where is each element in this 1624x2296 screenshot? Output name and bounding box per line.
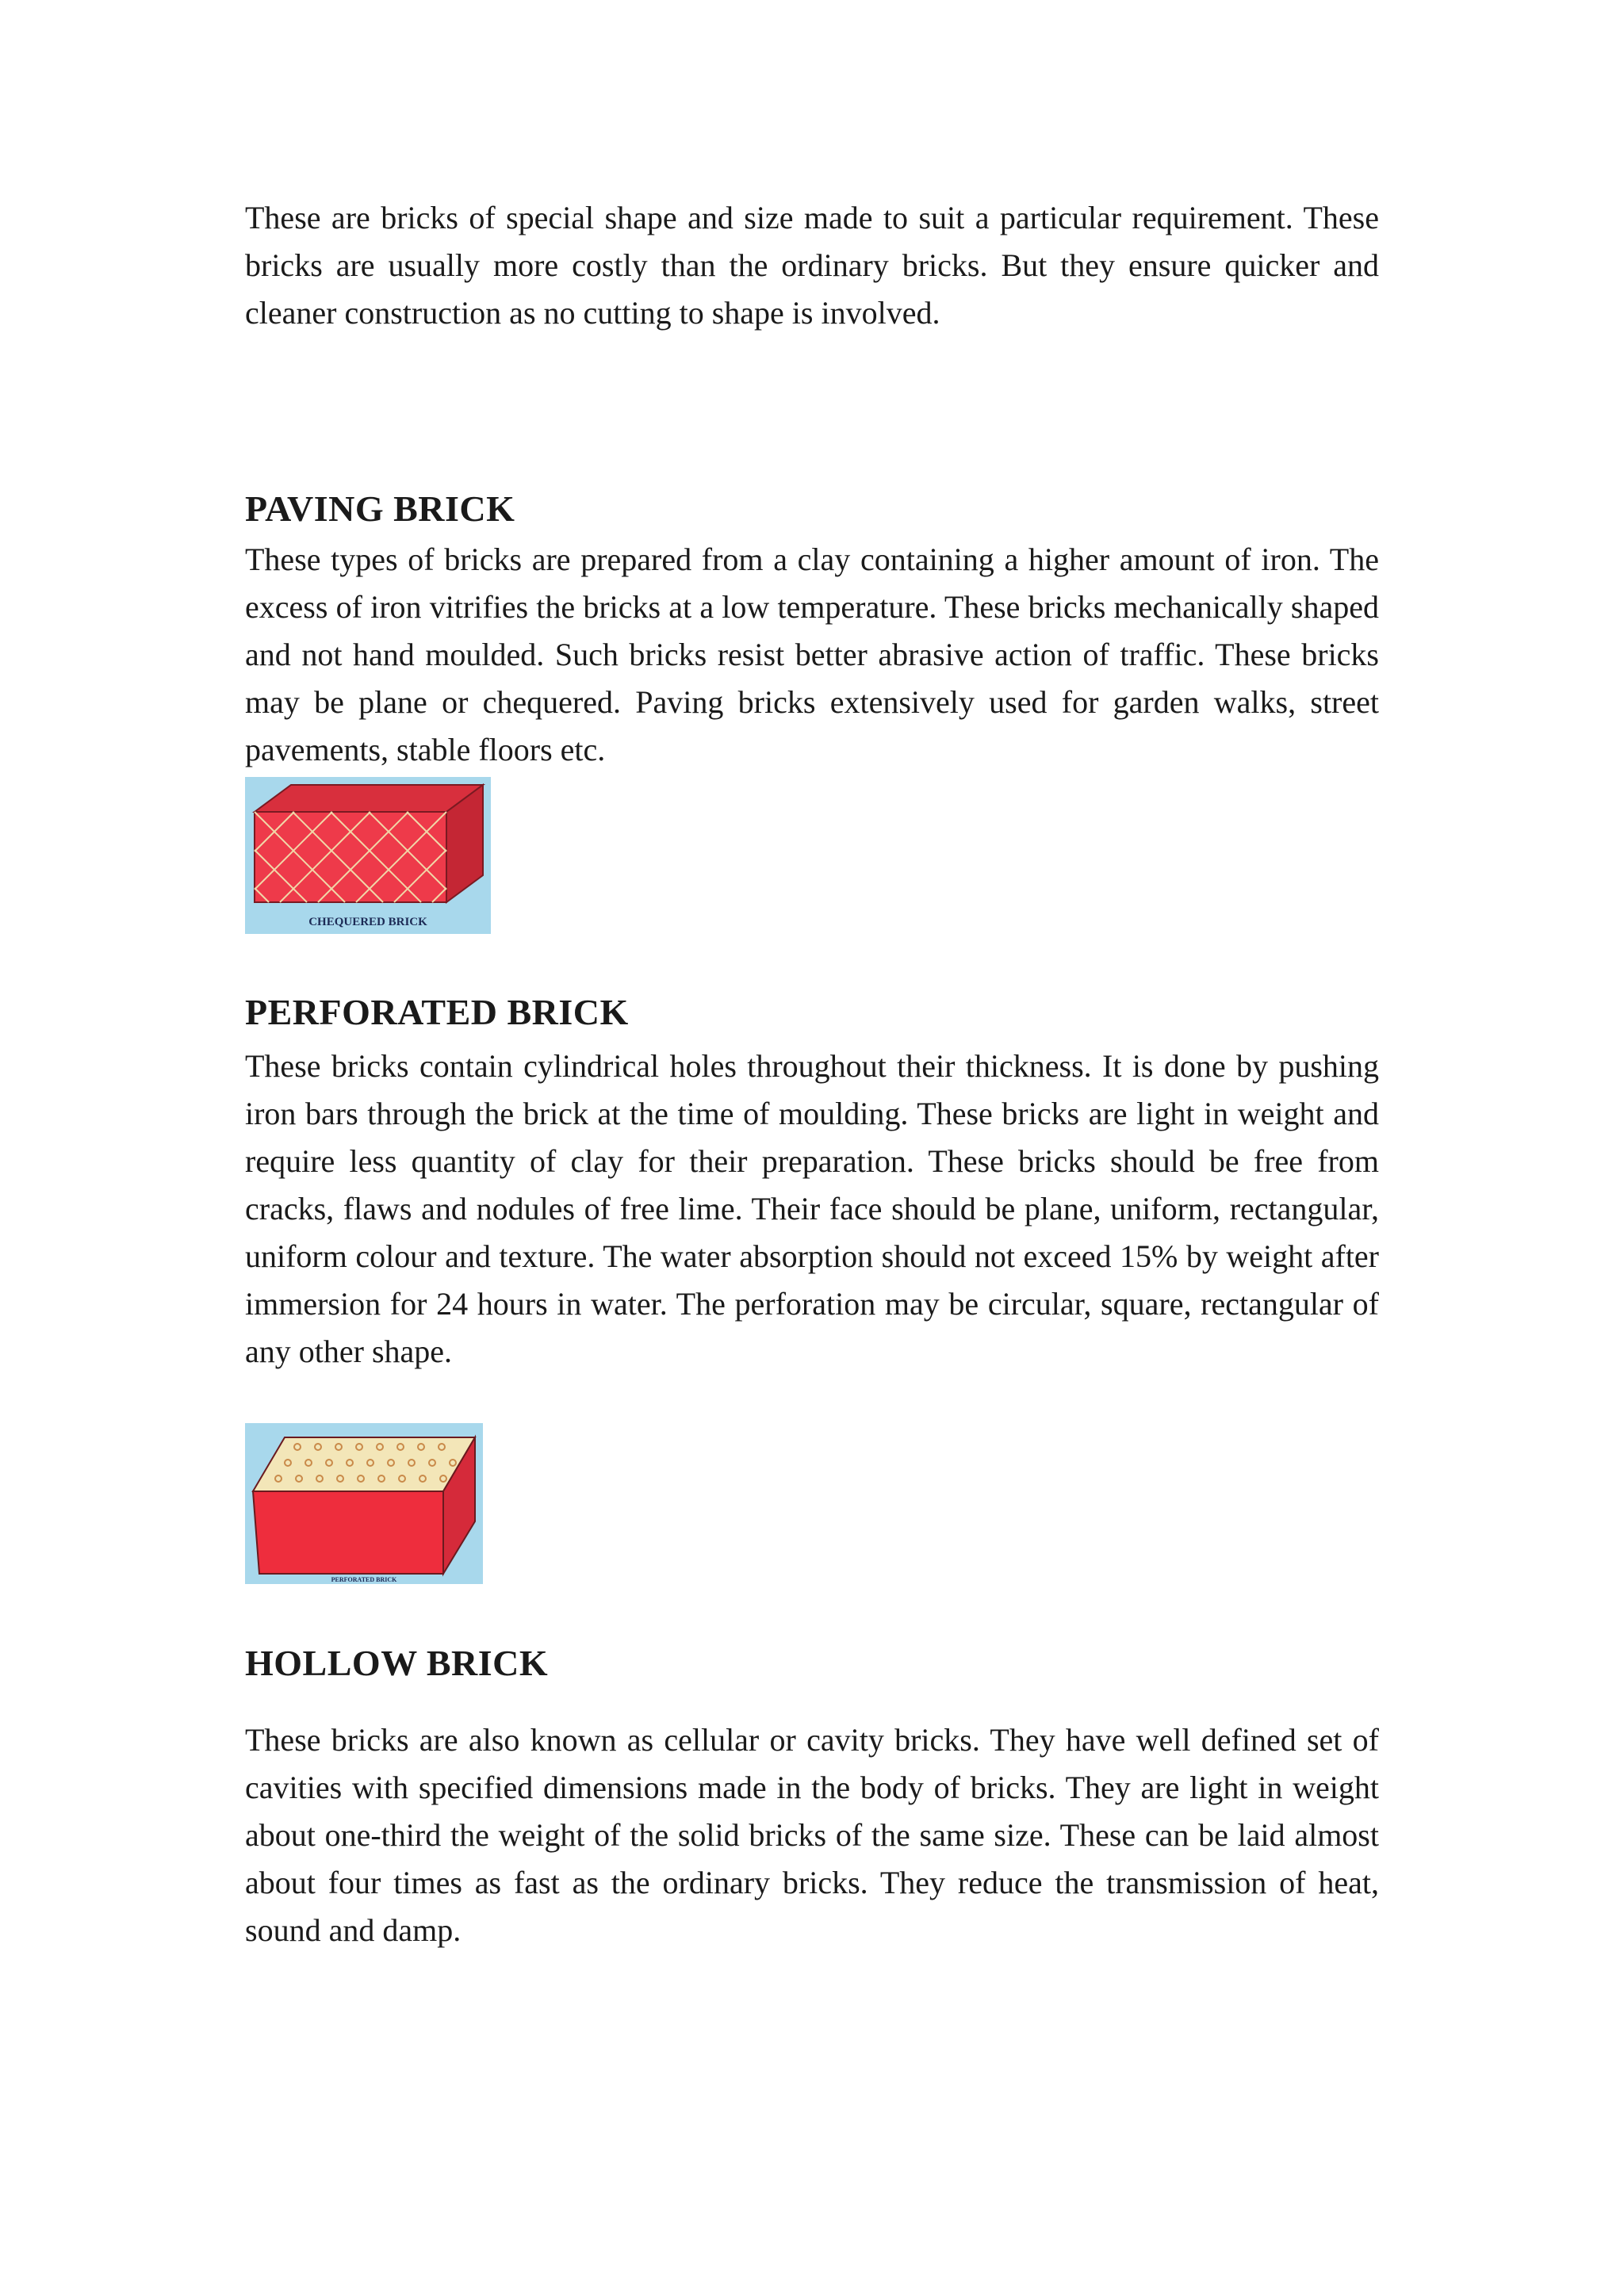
paving-brick-heading: PAVING BRICK <box>245 488 515 529</box>
perforated-brick-caption: PERFORATED BRICK <box>331 1576 397 1583</box>
chequered-brick-caption: CHEQUERED BRICK <box>308 916 427 928</box>
intro-paragraph: These are bricks of special shape and size made to suit a particular requirement. These bricks are usually more costly than the ordinary bricks. But they ensure quicker and cleaner construction as no cutting to shape is involved. <box>245 200 1379 331</box>
perforated-brick-figure <box>245 1423 483 1584</box>
paving-brick-paragraph: These types of bricks are prepared from a clay containing a higher amount of iron. The excess of iron vitrifies the bricks at a low temperature. These bricks mechanically shaped and not hand moulded. Such bricks resist better abrasive action of traffic. These bricks may be plane or chequered. Paving bricks extensively used for garden walks, street pavements, stable floors etc. <box>245 541 1379 767</box>
perforated-brick-paragraph: These bricks contain cylindrical holes throughout their thickness. It is done by pushing iron bars through the brick at the time of moulding. These bricks are light in weight and require less quantity of clay for their preparation. These bricks should be free from cracks, flaws and nodules of free lime. Their face should be plane, uniform, rectangular, uniform colour and texture. The water absorption should not exceed 15% by weight after immersion for 24 hours in water. The perforation may be circular, square, rectangular of any other shape. <box>245 1048 1379 1369</box>
perforated-brick-heading: PERFORATED BRICK <box>245 992 629 1032</box>
hollow-brick-paragraph: These bricks are also known as cellular or cavity bricks. They have well defined set of cavities with specified dimensions made in the body of bricks. They are light in weight about one-third the weight of the solid bricks of the same size. These can be laid almost about four times as fast as the ordinary bricks. They reduce the transmission of heat, sound and damp. <box>245 1722 1379 1948</box>
hollow-brick-heading: HOLLOW BRICK <box>245 1643 549 1683</box>
chequered-brick-figure <box>245 777 491 934</box>
